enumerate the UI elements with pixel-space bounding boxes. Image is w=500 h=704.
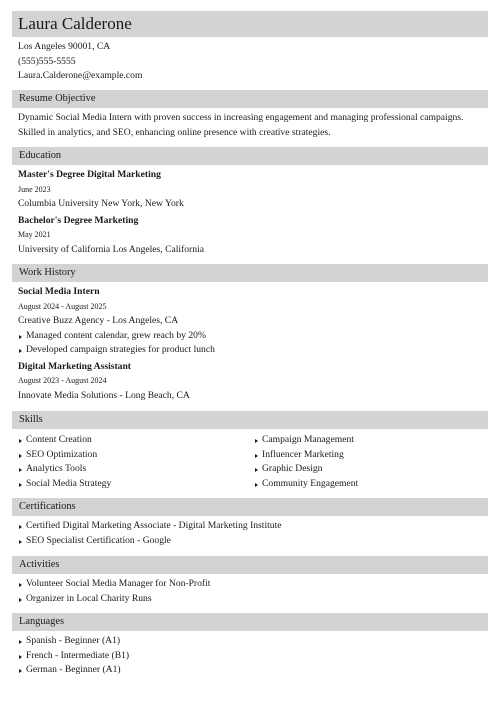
activities-list bbox=[18, 577, 480, 606]
section-header-activities bbox=[12, 556, 488, 574]
job-dates: August 2023 - August 2024 bbox=[18, 376, 107, 385]
skill-item: Community Engagement bbox=[254, 477, 358, 492]
education-degree: Master's Degree Digital Marketing bbox=[18, 169, 161, 180]
work-history-list bbox=[18, 285, 480, 403]
job-bullet: Managed content calendar, grew reach by 20% bbox=[18, 329, 480, 344]
section-title-work-history: Work History bbox=[19, 267, 76, 278]
education-school: University of California Los Angeles, California bbox=[18, 243, 204, 255]
section-title-skills: Skills bbox=[19, 414, 43, 425]
education-degree: Bachelor's Degree Marketing bbox=[18, 214, 139, 226]
education-school: Columbia University New York, New York bbox=[18, 198, 184, 209]
language-item: Spanish - Beginner (A1) bbox=[18, 634, 480, 649]
contact-block bbox=[18, 40, 142, 84]
section-header-work-history bbox=[12, 264, 488, 282]
skill-item: SEO Optimization bbox=[18, 448, 111, 463]
skill-item: Campaign Management bbox=[254, 433, 358, 448]
language-item: French - Intermediate (B1) bbox=[18, 649, 480, 664]
job-bullets bbox=[18, 329, 480, 358]
objective-text: Dynamic Social Media Intern with proven success in increasing engagement and managing professional campaigns. Skilled in analytics, and SEO, enhancing online presence with creative strategies. bbox=[18, 112, 464, 138]
section-header-objective bbox=[12, 90, 488, 108]
skill-item: Graphic Design bbox=[254, 462, 358, 477]
job-company: Innovate Media Solutions - Long Beach, CA bbox=[18, 389, 190, 401]
job-title: Digital Marketing Assistant bbox=[18, 360, 131, 372]
job-title: Social Media Intern bbox=[18, 286, 100, 297]
job-bullet: Developed campaign strategies for product lunch bbox=[18, 343, 480, 358]
language-item: German - Beginner (A1) bbox=[18, 663, 480, 678]
skills-column-right bbox=[254, 433, 358, 491]
skills-grid bbox=[18, 433, 480, 493]
skill-item: Content Creation bbox=[18, 433, 111, 448]
certification-item: Certified Digital Marketing Associate - Digital Marketing Institute bbox=[18, 519, 480, 534]
skill-item: Influencer Marketing bbox=[254, 448, 358, 463]
section-title-activities: Activities bbox=[19, 559, 60, 570]
name-header-bar bbox=[12, 11, 488, 37]
activity-item: Organizer in Local Charity Runs bbox=[18, 592, 480, 607]
certifications-list bbox=[18, 519, 480, 548]
languages-list bbox=[18, 634, 480, 678]
contact-email: Laura.Calderone@example.com bbox=[18, 70, 143, 81]
activity-item: Volunteer Social Media Manager for Non-Profit bbox=[18, 577, 480, 592]
contact-location: Los Angeles 90001, CA bbox=[18, 41, 111, 52]
education-date: May 2021 bbox=[18, 230, 51, 239]
education-list bbox=[18, 168, 480, 257]
job-dates: August 2024 - August 2025 bbox=[18, 301, 107, 311]
contact-phone: (555)555-5555 bbox=[18, 55, 76, 67]
skill-item: Analytics Tools bbox=[18, 462, 111, 477]
section-header-certifications bbox=[12, 498, 488, 516]
skills-column-left bbox=[18, 433, 111, 491]
section-title-languages: Languages bbox=[19, 616, 65, 627]
section-title-education: Education bbox=[19, 150, 62, 161]
section-title-certifications: Certifications bbox=[19, 501, 76, 512]
section-header-skills bbox=[12, 411, 488, 429]
section-header-languages bbox=[12, 613, 488, 631]
certification-item: SEO Specialist Certification - Google bbox=[18, 534, 480, 549]
section-header-education bbox=[12, 147, 488, 165]
job-company: Creative Buzz Agency - Los Angeles, CA bbox=[18, 315, 179, 326]
skill-item: Social Media Strategy bbox=[18, 477, 111, 492]
section-title-objective: Resume Objective bbox=[19, 93, 96, 104]
education-date: June 2023 bbox=[18, 184, 51, 194]
candidate-name: Laura Calderone bbox=[18, 14, 132, 33]
